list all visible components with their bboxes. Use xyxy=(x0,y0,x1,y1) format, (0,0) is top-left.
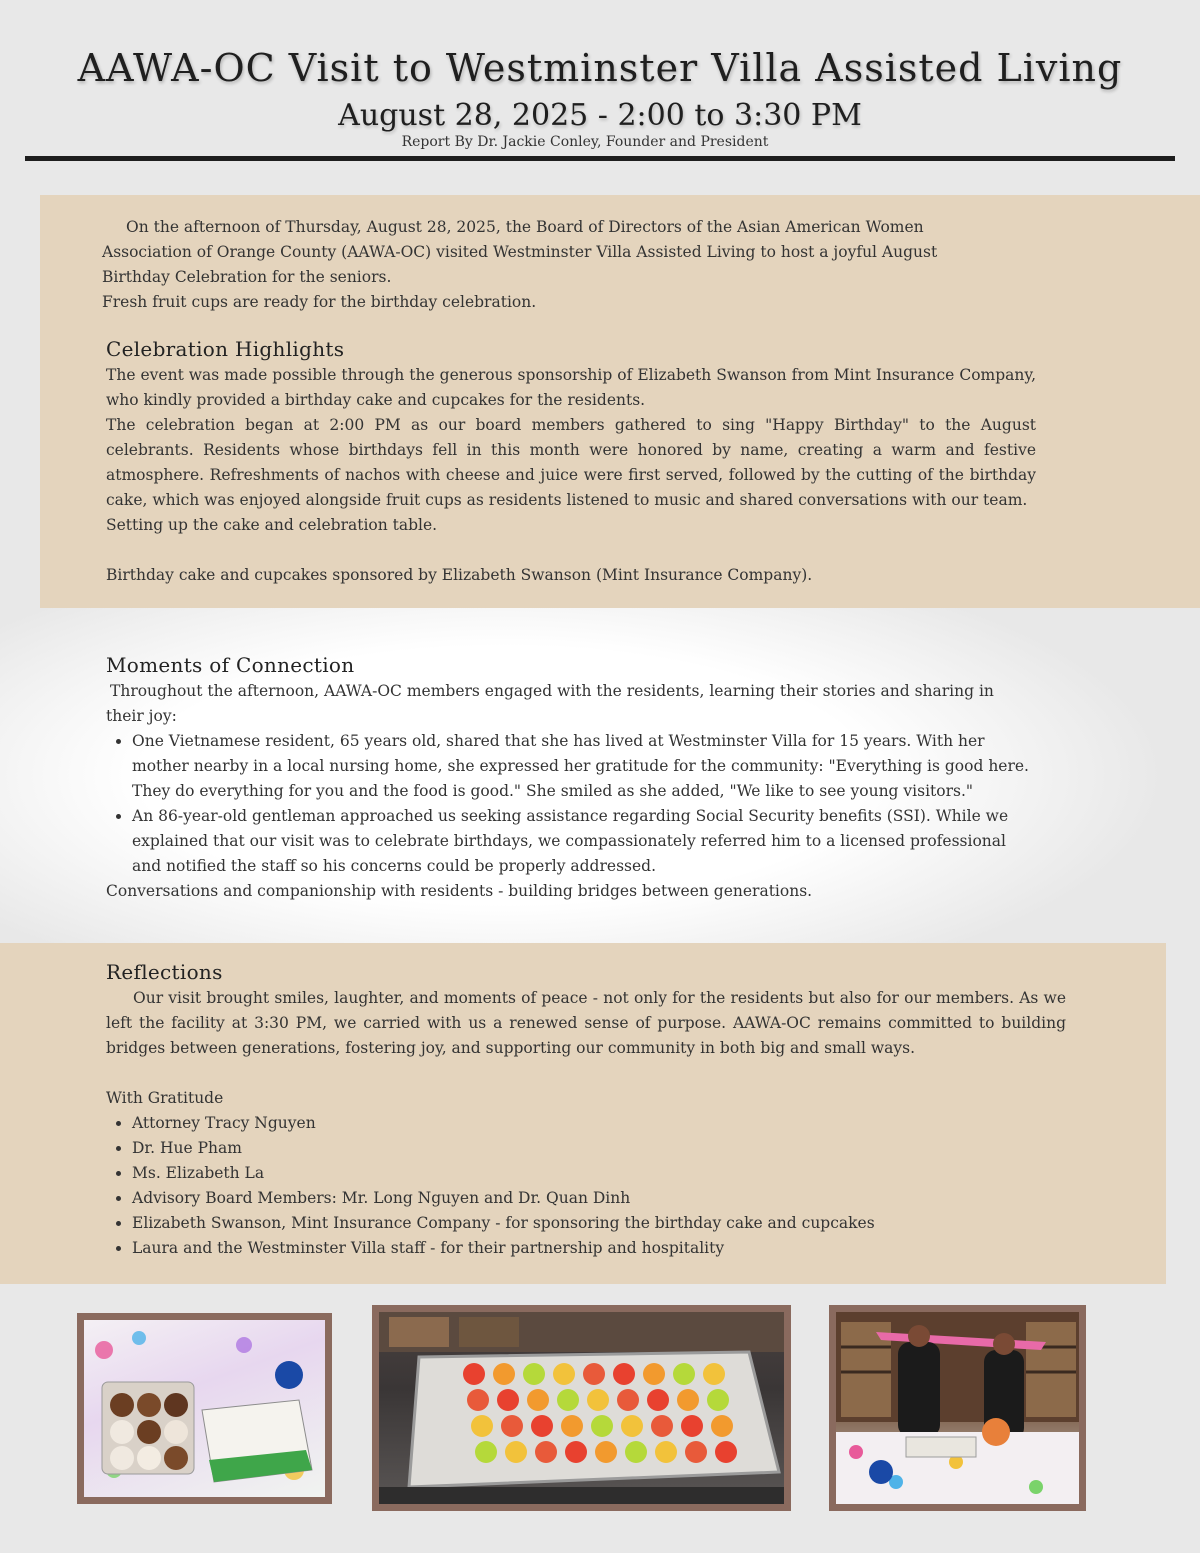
fruit-cup xyxy=(673,1363,695,1385)
fruit-cup xyxy=(591,1415,613,1437)
fruit-cup xyxy=(677,1389,699,1411)
event-date-time: August 28, 2025 - 2:00 to 3:30 PM xyxy=(338,98,862,133)
fruit-cup xyxy=(643,1363,665,1385)
fruit-cup xyxy=(613,1363,635,1385)
fruit-cup xyxy=(557,1389,579,1411)
fruit-cup xyxy=(655,1441,677,1463)
fruit-cup xyxy=(565,1441,587,1463)
list-item: • An 86-year-old gentleman approached us seeking assistance regarding Social Security benefits (SSI). While we explained that our visit was to celebrate birthdays, we compassionately referred him to a licensed professional and notified the staff so his concerns could be properly addressed. xyxy=(132,804,1036,879)
fruit-cups-photo xyxy=(372,1305,791,1511)
gratitude-heading: With Gratitude xyxy=(106,1089,224,1107)
fruit-cup xyxy=(647,1389,669,1411)
list-item: • Ms. Elizabeth La xyxy=(132,1161,1066,1186)
fruit-cup xyxy=(711,1415,733,1437)
fruit-cup xyxy=(703,1363,725,1385)
list-item: • Attorney Tracy Nguyen xyxy=(132,1111,1066,1136)
list-item: • Laura and the Westminster Villa staff - for their partnership and hospitality xyxy=(132,1236,1066,1261)
fruit-cup xyxy=(475,1441,497,1463)
fruit-cup xyxy=(527,1389,549,1411)
fruit-cup xyxy=(523,1363,545,1385)
fruit-cup xyxy=(715,1441,737,1463)
fruit-cups-caption: Fresh fruit cups are ready for the birthday celebration. xyxy=(102,293,537,311)
fruit-cup xyxy=(583,1363,605,1385)
fruit-cup xyxy=(497,1389,519,1411)
cake-caption: Birthday cake and cupcakes sponsored by Elizabeth Swanson (Mint Insurance Company). xyxy=(106,566,813,584)
header-divider xyxy=(25,156,1175,161)
list-item: • Advisory Board Members: Mr. Long Nguyen and Dr. Quan Dinh xyxy=(132,1186,1066,1211)
fruit-cup xyxy=(561,1415,583,1437)
fruit-cup xyxy=(501,1415,523,1437)
highlights-heading: Celebration Highlights xyxy=(106,337,345,361)
fruit-cup xyxy=(553,1363,575,1385)
fruit-cup xyxy=(471,1415,493,1437)
fruit-cup xyxy=(463,1363,485,1385)
setup-caption: Setting up the cake and celebration table. xyxy=(106,516,438,534)
gratitude-list xyxy=(106,1111,1066,1261)
intro-paragraph: On the afternoon of Thursday, August 28, 2025, the Board of Directors of the Asian American Women Association of Orange County (AAWA-OC) visited Westminster Villa Assisted Living to host a joyful August Birthday Celebration for the seniors. xyxy=(102,218,938,286)
reflections-paragraph: Our visit brought smiles, laughter, and moments of peace - not only for the residents but also for our members. As we left the facility at 3:30 PM, we carried with us a renewed sense of purpose. AAWA-OC remains committed to building bridges between generations, fostering joy, and supporting our community in both big and small ways. xyxy=(106,989,1066,1057)
fruit-cup xyxy=(681,1415,703,1437)
fruit-cup xyxy=(493,1363,515,1385)
intro-section xyxy=(102,215,962,315)
celebration-paragraph: The celebration began at 2:00 PM as our board members gathered to sing "Happy Birthday" to the August celebrants. Residents whose birthdays fell in this month were honored by name, creating a warm and festive atmosphere. Refreshments of nachos with cheese and juice were first served, followed by the cutting of the birthday cake, which was enjoyed alongside fruit cups as residents listened to music and shared conversations with our team. xyxy=(106,416,1036,509)
fruit-cup xyxy=(707,1389,729,1411)
fruit-cup xyxy=(531,1415,553,1437)
celebration-table-photo xyxy=(829,1305,1086,1511)
sponsorship-paragraph: The event was made possible through the generous sponsorship of Elizabeth Swanson from Mint Insurance Company, who kindly provided a birthday cake and cupcakes for the residents. xyxy=(106,366,1036,409)
fruit-cup xyxy=(535,1441,557,1463)
fruit-cup xyxy=(467,1389,489,1411)
reflections-heading: Reflections xyxy=(106,960,223,984)
conversations-caption: Conversations and companionship with residents - building bridges between generations. xyxy=(106,882,813,900)
cake-cupcakes-photo xyxy=(77,1313,332,1504)
connection-section xyxy=(106,679,1036,904)
fruit-cup xyxy=(587,1389,609,1411)
connection-heading: Moments of Connection xyxy=(106,653,355,677)
list-item: • Elizabeth Swanson, Mint Insurance Company - for sponsoring the birthday cake and cupcakes xyxy=(132,1211,1066,1236)
fruit-cup xyxy=(621,1415,643,1437)
connection-list xyxy=(106,729,1036,879)
report-byline: Report By Dr. Jackie Conley, Founder and President xyxy=(401,134,769,150)
connection-intro: Throughout the afternoon, AAWA-OC members engaged with the residents, learning their stories and sharing in their joy: xyxy=(106,682,994,725)
fruit-cup xyxy=(651,1415,673,1437)
list-item: • One Vietnamese resident, 65 years old, shared that she has lived at Westminster Villa for 15 years. With her mother nearby in a local nursing home, she expressed her gratitude for the community: "Everything is good here. They do everything for you and the food is good." She smiled as she added, "We like to see young visitors." xyxy=(132,729,1036,804)
list-item: • Dr. Hue Pham xyxy=(132,1136,1066,1161)
highlights-section xyxy=(106,363,1036,588)
fruit-cup xyxy=(685,1441,707,1463)
fruit-cup xyxy=(505,1441,527,1463)
fruit-cup xyxy=(617,1389,639,1411)
reflections-section xyxy=(106,986,1066,1261)
fruit-cup xyxy=(625,1441,647,1463)
fruit-cup xyxy=(595,1441,617,1463)
page-title: AAWA-OC Visit to Westminster Villa Assisted Living xyxy=(77,46,1123,90)
